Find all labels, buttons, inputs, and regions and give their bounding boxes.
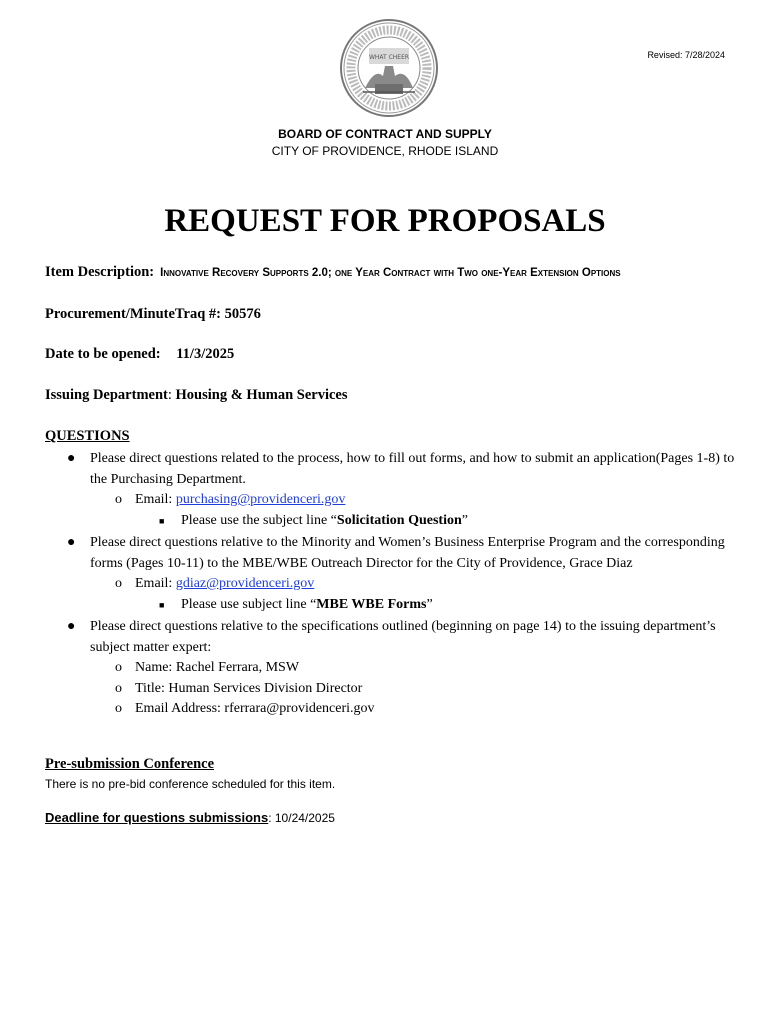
- question-text: Please direct questions relative to the specifications outlined (beginning on page 14) to the issuing department’s subject matter expert:: [90, 619, 716, 655]
- item-description-value: Innovative Recovery Supports 2.0; one Year Contract with Two one-Year Extension Options: [160, 267, 621, 279]
- square-bullet-icon: ■: [159, 599, 165, 610]
- dept-value: Housing & Human Services: [175, 387, 348, 403]
- bullet-icon: ●: [67, 619, 76, 634]
- deadline-label: Deadline for questions submissions: [45, 810, 269, 825]
- list-item: [45, 699, 735, 720]
- list-item: [45, 449, 735, 490]
- list-item: [45, 533, 735, 574]
- deadline-value: : 10/24/2025: [268, 811, 335, 825]
- sme-name: Name: Rachel Ferrara, MSW: [135, 660, 300, 675]
- svg-text:WHAT CHEER: WHAT CHEER: [368, 54, 410, 61]
- questions-deadline: [45, 810, 335, 825]
- date-value: 11/3/2025: [176, 346, 235, 362]
- subject-suffix: ”: [426, 596, 433, 612]
- list-item: [45, 574, 735, 595]
- list-item: [45, 511, 735, 532]
- email-label: Email:: [135, 576, 173, 591]
- circle-bullet-icon: o: [115, 576, 122, 591]
- issuing-department: Issuing Department: Housing & Human Services: [45, 387, 348, 403]
- city-seal-logo: [339, 18, 439, 118]
- date-label: Date to be opened:: [45, 346, 161, 362]
- bullet-icon: ●: [67, 535, 76, 550]
- circle-bullet-icon: o: [115, 660, 122, 675]
- circle-bullet-icon: o: [115, 680, 122, 696]
- circle-bullet-icon: o: [115, 492, 122, 507]
- subject-prefix: Please use subject line “: [181, 596, 317, 612]
- item-description-label: Item Description:: [45, 264, 155, 280]
- subject-prefix: Please use the subject line “: [181, 512, 337, 528]
- procurement-value: 50576: [224, 306, 261, 322]
- bullet-icon: ●: [67, 451, 76, 466]
- dept-label: Issuing Department: [45, 387, 168, 403]
- email-label: Email:: [135, 492, 173, 507]
- questions-heading: QUESTIONS: [45, 428, 130, 444]
- date-to-be-opened: [45, 346, 234, 363]
- square-bullet-icon: ■: [159, 515, 165, 526]
- questions-list: [45, 449, 735, 720]
- question-text: Please direct questions relative to the Minority and Women’s Business Enterprise Program and the corresponding forms (Pages 10-11) to the MBE/WBE Outreach Director for the City of Providence, Grace Diaz: [90, 535, 725, 571]
- procurement-number: [45, 306, 261, 323]
- question-text: Please direct questions related to the process, how to fill out forms, and how to submit an application(Pages 1-8) to the Purchasing Department.: [90, 451, 735, 487]
- board-city: CITY OF PROVIDENCE, RHODE ISLAND: [271, 144, 499, 158]
- revised-date: Revised: 7/28/2024: [647, 50, 725, 60]
- sme-email: Email Address: rferrara@providenceri.gov: [135, 701, 375, 716]
- list-item: [45, 490, 735, 511]
- list-item: [45, 617, 735, 658]
- subject-line: Solicitation Question: [336, 512, 462, 528]
- presubmission-text: There is no pre-bid conference scheduled for this item.: [45, 777, 336, 791]
- item-description: [45, 264, 621, 281]
- subject-suffix: ”: [461, 512, 468, 528]
- circle-bullet-icon: o: [115, 701, 122, 716]
- gdiaz-email-link[interactable]: gdiaz@providenceri.gov: [175, 576, 315, 591]
- page-title: REQUEST FOR PROPOSALS: [164, 203, 606, 239]
- sme-title: Title: Human Services Division Director: [135, 680, 363, 696]
- list-item: [45, 679, 735, 700]
- procurement-label: Procurement/MinuteTraq #:: [45, 306, 221, 322]
- board-name: BOARD OF CONTRACT AND SUPPLY: [278, 127, 492, 141]
- list-item: [45, 658, 735, 679]
- list-item: [45, 595, 735, 616]
- presubmission-heading: Pre-submission Conference: [45, 756, 215, 772]
- purchasing-email-link[interactable]: purchasing@providenceri.gov: [175, 492, 346, 507]
- subject-line: MBE WBE Forms: [316, 596, 427, 612]
